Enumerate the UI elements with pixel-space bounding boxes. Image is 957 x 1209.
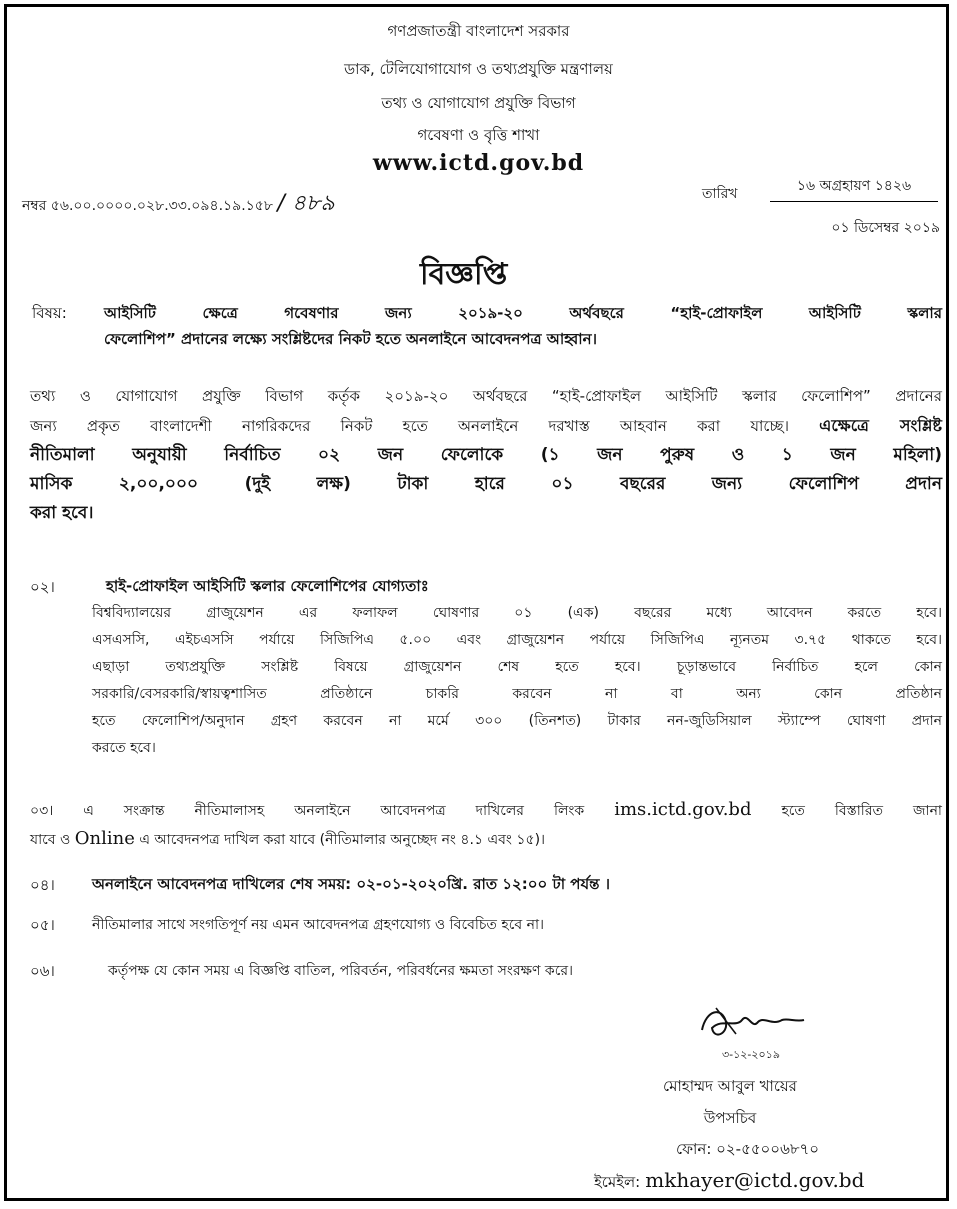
online-word: Online [74,828,135,849]
date-label: তারিখ [702,186,738,202]
intro-line-2 [30,411,942,441]
subject-line-1: আইসিটি ক্ষেত্রে গবেষণার জন্য ২০১৯-২০ অর্থবছরে “হাই-প্রোফাইল আইসিটি স্কলার [104,304,942,322]
notice-title: বিজ্ঞপ্তি [420,257,508,292]
item-04-text: অনলাইনে আবেদনপত্র দাখিলের শেষ সময়: ০২-০১-২০২০খ্রি. রাত ১২:০০ টা পর্যন্ত । [92,875,611,893]
item-03 [30,796,942,854]
ims-link[interactable]: ims.ictd.gov.bd [614,799,752,820]
signatory-phone: ফোন: ০২-৫৫০০৬৮৭০ [676,1140,820,1158]
item-03-line-2 [30,825,942,854]
memo-number-text: নম্বর ৫৬.০০.০০০০.০২৮.৩৩.০৯৪.১৯.১৫৮ [22,198,273,214]
website-link[interactable]: www.ictd.gov.bd [372,150,585,176]
subject-text [104,300,942,352]
item-03-line-1 [30,796,942,825]
signature-scribble [692,1000,812,1050]
intro-line-1: তথ্য ও যোগাযোগ প্রযুক্তি বিভাগ কর্তৃক ২০১৯-২০ অর্থবছরে “হাই-প্রোফাইল আইসিটি স্কলার ফেলোশিপ” প্রদানের [30,387,942,405]
item-02-line-1: বিশ্ববিদ্যালয়ের গ্রাজুয়েশন এর ফলাফল ঘোষণার ০১ (এক) বছরের মধ্যে আবেদন করতে হবে। [92,605,942,621]
item-03-text-2b: এ আবেদনপত্র দাখিল করা যাবে (নীতিমালার অনুচ্ছেদ নং ৪.১ এবং ১৫)। [139,832,546,848]
ministry-name: ডাক, টেলিযোগাযোগ ও তথ্যপ্রযুক্তি মন্ত্রণালয় [344,60,613,78]
signatory-email [594,1168,864,1196]
memo-number [22,186,335,223]
item-02-line-3: এছাড়া তথ্যপ্রযুক্তি সংশ্লিষ্ট বিষয়ে গ্রাজুয়েশন শেষ হতে হবে। চূড়ান্তভাবে নির্বাচিত হলে কোন [92,659,942,675]
memo-handwritten-suffix: / ৪৮৯ [277,191,335,216]
item-03-number: ০৩। [30,803,54,819]
section-name: গবেষণা ও বৃত্তি শাখা [417,126,540,144]
item-03-text-1b: হতে বিস্তারিত জানা [781,803,942,819]
item-02-heading: হাই-প্রোফাইল আইসিটি স্কলার ফেলোশিপের যোগ্যতাঃ [106,577,429,595]
item-02-line-5: হতে ফেলোশিপ/অনুদান গ্রহণ করবেন না মর্মে ৩০০ (তিনশত) টাকার নন-জুডিসিয়াল স্ট্যাম্পে ঘোষণা প্রদান [92,713,942,729]
item-03-text-1a: এ সংক্রান্ত নীতিমালাসহ অনলাইনে আবেদনপত্র দাখিলের লিংক [83,803,585,819]
email-label: ইমেইল: [594,1173,641,1191]
item-04-number: ০৪। [30,876,55,894]
item-02-body [92,600,942,762]
item-05-number: ০৫। [30,916,55,934]
item-03-text-2a: যাবে ও [30,832,71,848]
intro-line-2-normal: জন্য প্রকৃত বাংলাদেশী নাগরিকদের নিকট হতে অনলাইনে দরখাস্ত আহবান করা যাচ্ছে। [30,417,789,435]
intro-line-2-bold: এক্ষেত্রে সংশ্লিষ্ট [819,416,942,435]
item-02-line-4: সরকারি/বেসরকারি/স্বায়ত্বশাসিত প্রতিষ্ঠানে চাকরি করবেন না বা অন্য কোন প্রতিষ্ঠান [92,686,942,702]
intro-paragraph [30,382,942,528]
date-bangla: ১৬ অগ্রহায়ণ ১৪২৬ [770,174,938,202]
subject-line-2: ফেলোশিপ” প্রদানের লক্ষ্যে সংশ্লিষ্টদের নিকট হতে অনলাইনে আবেদনপত্র আহ্বান। [104,330,597,348]
item-06-text: কর্তৃপক্ষ যে কোন সময় এ বিজ্ঞপ্তি বাতিল, পরিবর্তন, পরিবর্ধনের ক্ষমতা সংরক্ষণ করে। [108,963,574,979]
signatory-designation: উপসচিব [703,1109,757,1127]
signatory-name: মোহাম্মদ আবুল খায়ের [663,1077,797,1095]
email-link[interactable]: mkhayer@ictd.gov.bd [645,1168,865,1192]
item-02-line-2: এসএসসি, এইচএসসি পর্যায়ে সিজিপিএ ৫.০০ এবং গ্রাজুয়েশন পর্যায়ে সিজিপিএ ন্যূনতম ৩.৭৫ থাকতে হবে। [92,632,942,648]
division-name: তথ্য ও যোগাযোগ প্রযুক্তি বিভাগ [381,94,576,112]
item-02-number: ০২। [30,578,55,596]
item-05-text: নীতিমালার সাথে সংগতিপূর্ণ নয় এমন আবেদনপত্র গ্রহণযোগ্য ও বিবেচিত হবে না। [92,917,545,933]
subject-label: বিষয়: [32,304,67,322]
government-name: গণপ্রজাতন্ত্রী বাংলাদেশ সরকার [387,22,570,40]
intro-line-4: মাসিক ২,০০,০০০ (দুই লক্ষ) টাকা হারে ০১ বছরের জন্য ফেলোশিপ প্রদান [30,474,942,494]
date-english: ০১ ডিসেম্বর ২০১৯ [831,220,940,236]
intro-line-3: নীতিমালা অনুযায়ী নির্বাচিত ০২ জন ফেলোকে (১ জন পুরুষ ও ১ জন মহিলা) [30,445,942,465]
intro-line-5: করা হবে। [30,503,94,523]
item-02-line-6: করতে হবে। [92,740,156,756]
item-06-number: ০৬। [30,962,55,980]
signature-date: ৩-১২-২০১৯ [722,1048,780,1061]
